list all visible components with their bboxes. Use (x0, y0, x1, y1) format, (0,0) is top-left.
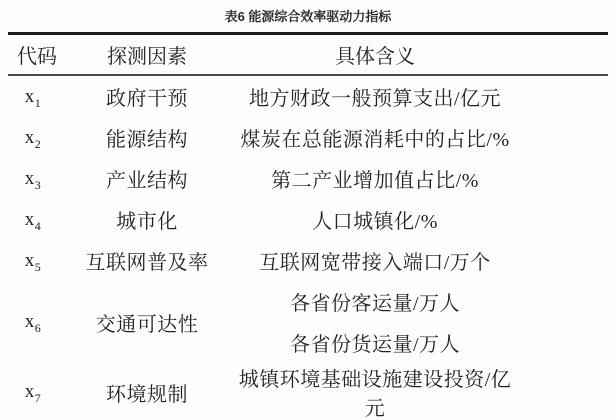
meaning-cell: 城镇环境基础设施建设投资/亿元 (238, 369, 512, 420)
meaning-cell: 各省份客运量/万人 (289, 293, 461, 315)
table-row (8, 75, 608, 117)
factor-cell: 互联网普及率 (85, 252, 209, 274)
meaning-cell: 人口城镇化/% (312, 211, 438, 233)
table-row (8, 158, 608, 199)
meaning-cell: 互联网宽带接入端口/万个 (259, 252, 491, 274)
header-factor: 探测因素 (80, 34, 230, 76)
code-subscript: 1 (34, 95, 42, 110)
code-cell: $x_7$ (24, 381, 42, 405)
factor-cell: 产业结构 (106, 170, 188, 192)
header-meaning: 具体含义 (230, 34, 608, 76)
meaning-cell: 各省份货运量/万人 (289, 334, 461, 356)
factor-cell: 能源结构 (106, 129, 188, 151)
table-row (8, 240, 608, 281)
code-subscript: 6 (34, 321, 42, 335)
table-row (8, 117, 608, 158)
factor-cell: 城市化 (116, 211, 178, 233)
code-cell: $x_6$ (24, 311, 42, 335)
code-subscript: 7 (34, 391, 42, 405)
header-row (8, 34, 608, 76)
table-row (8, 199, 608, 240)
code-cell: $x_2$ (24, 126, 42, 151)
table-row (8, 363, 608, 420)
table-body (8, 75, 608, 420)
table-row (8, 281, 608, 322)
factor-cell: 环境规制 (106, 383, 188, 406)
code-cell: $x_5$ (24, 249, 42, 274)
code-cell: $x_3$ (24, 167, 42, 192)
meaning-cell: 地方财政一般预算支出/亿元 (248, 88, 502, 110)
table-title: 表6 能源综合效率驱动力指标 (224, 9, 392, 24)
code-subscript: 4 (34, 218, 42, 233)
factor-cell: 交通可达性 (95, 313, 199, 336)
table-header (8, 34, 608, 76)
code-subscript: 3 (34, 177, 42, 192)
code-subscript: 2 (34, 136, 42, 151)
indicator-table (8, 32, 608, 420)
code-subscript: 5 (34, 259, 42, 274)
meaning-cell: 第二产业增加值占比/% (271, 170, 479, 192)
meaning-cell: 煤炭在总能源消耗中的占比/% (240, 129, 510, 151)
code-cell: $x_4$ (24, 208, 42, 233)
header-code: 代码 (8, 34, 80, 76)
code-cell: $x_1$ (24, 85, 42, 110)
factor-cell: 政府干预 (106, 88, 188, 110)
